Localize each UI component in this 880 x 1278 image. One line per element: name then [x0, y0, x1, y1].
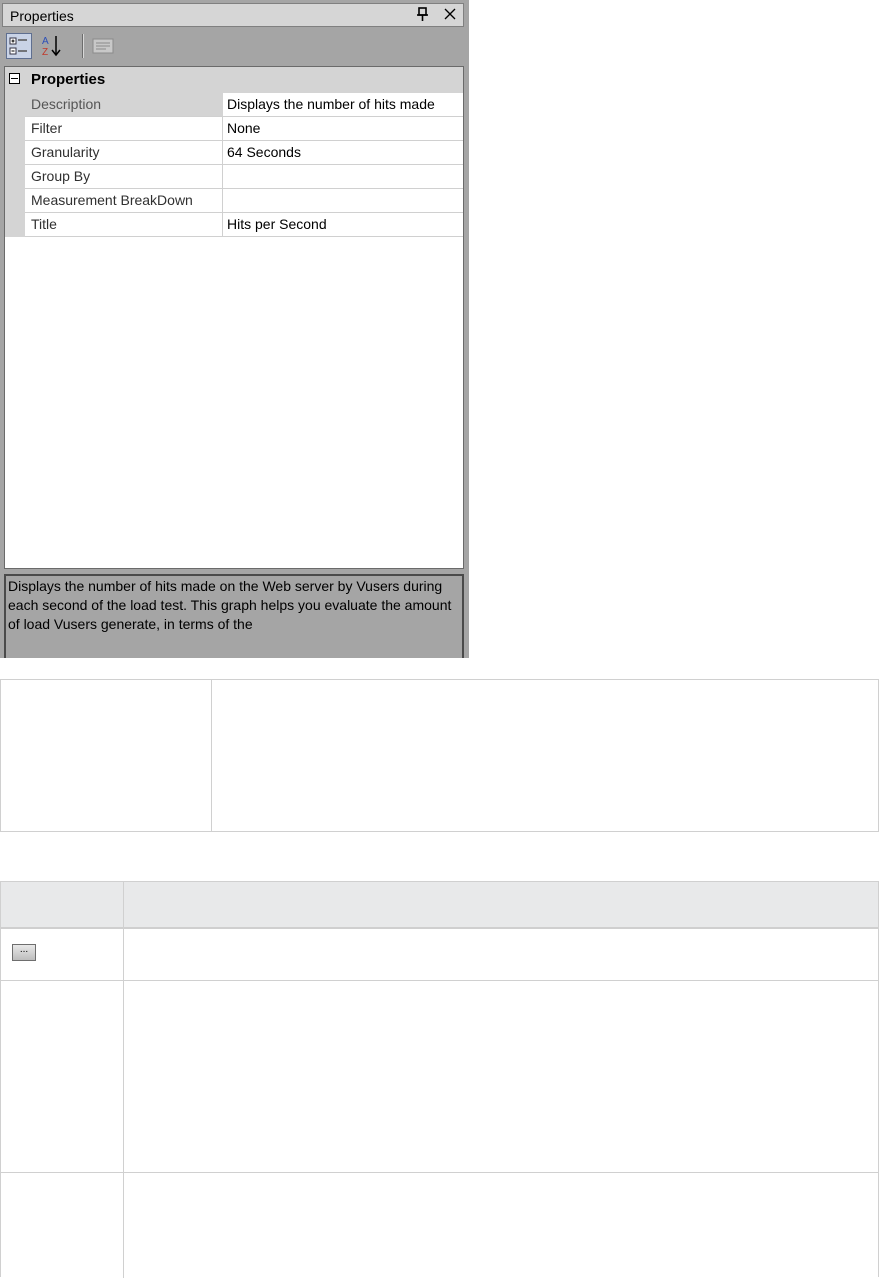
collapse-icon[interactable] — [9, 73, 20, 84]
property-row-measurement-breakdown[interactable] — [5, 189, 463, 213]
property-name: Description — [25, 93, 223, 116]
property-value[interactable] — [223, 165, 463, 188]
table-cell — [212, 680, 878, 831]
property-name: Group By — [25, 165, 223, 188]
panel-titlebar — [2, 3, 464, 27]
property-row-description[interactable] — [5, 93, 463, 117]
column-divider — [123, 1173, 124, 1278]
column-divider — [123, 981, 124, 1172]
toolbar-separator — [82, 34, 84, 58]
description-pane — [4, 574, 464, 658]
categorized-icon — [7, 34, 31, 58]
category-label: Properties — [31, 71, 106, 88]
property-row-group-by[interactable] — [5, 165, 463, 189]
properties-toolbar — [2, 29, 464, 63]
table-row — [1, 1173, 878, 1278]
svg-text:Z: Z — [42, 47, 49, 58]
property-row-granularity[interactable] — [5, 141, 463, 165]
property-name: Measurement BreakDown — [25, 189, 223, 212]
property-name: Granularity — [25, 141, 223, 164]
property-value[interactable] — [223, 189, 463, 212]
property-name: Filter — [25, 117, 223, 140]
column-divider — [123, 882, 124, 929]
table-header — [1, 882, 878, 929]
property-rows — [5, 93, 463, 237]
property-pages-icon — [90, 33, 116, 59]
property-grid — [4, 66, 464, 569]
properties-panel — [0, 0, 469, 658]
alphabetical-sort-button[interactable] — [38, 33, 64, 59]
property-row-filter[interactable] — [5, 117, 463, 141]
description-text: Displays the number of hits made on the Web server by Vusers during each second of the load test. This graph helps you evaluate the amount of load Vusers generate, in terms of the — [8, 578, 452, 632]
column-divider — [123, 929, 124, 980]
close-icon[interactable] — [441, 5, 459, 23]
panel-title: Properties — [10, 8, 74, 24]
ellipsis-button[interactable]: ... — [12, 944, 36, 961]
property-value[interactable]: Displays the number of hits made — [223, 93, 463, 116]
property-pages-button[interactable] — [90, 33, 116, 59]
property-row-title[interactable] — [5, 213, 463, 237]
property-value[interactable]: None — [223, 117, 463, 140]
svg-text:A: A — [42, 36, 49, 47]
table-row — [1, 929, 878, 981]
table-cell — [1, 680, 212, 831]
categorized-button[interactable] — [6, 33, 32, 59]
category-row-properties[interactable] — [5, 67, 463, 93]
table-row — [1, 981, 878, 1173]
pin-icon[interactable] — [414, 5, 432, 23]
property-value[interactable]: 64 Seconds — [223, 141, 463, 164]
ui-elements-table — [0, 881, 879, 1277]
alphabetical-sort-icon — [38, 33, 64, 59]
info-table — [0, 679, 879, 832]
property-name: Title — [25, 213, 223, 236]
property-value[interactable]: Hits per Second — [223, 213, 463, 236]
